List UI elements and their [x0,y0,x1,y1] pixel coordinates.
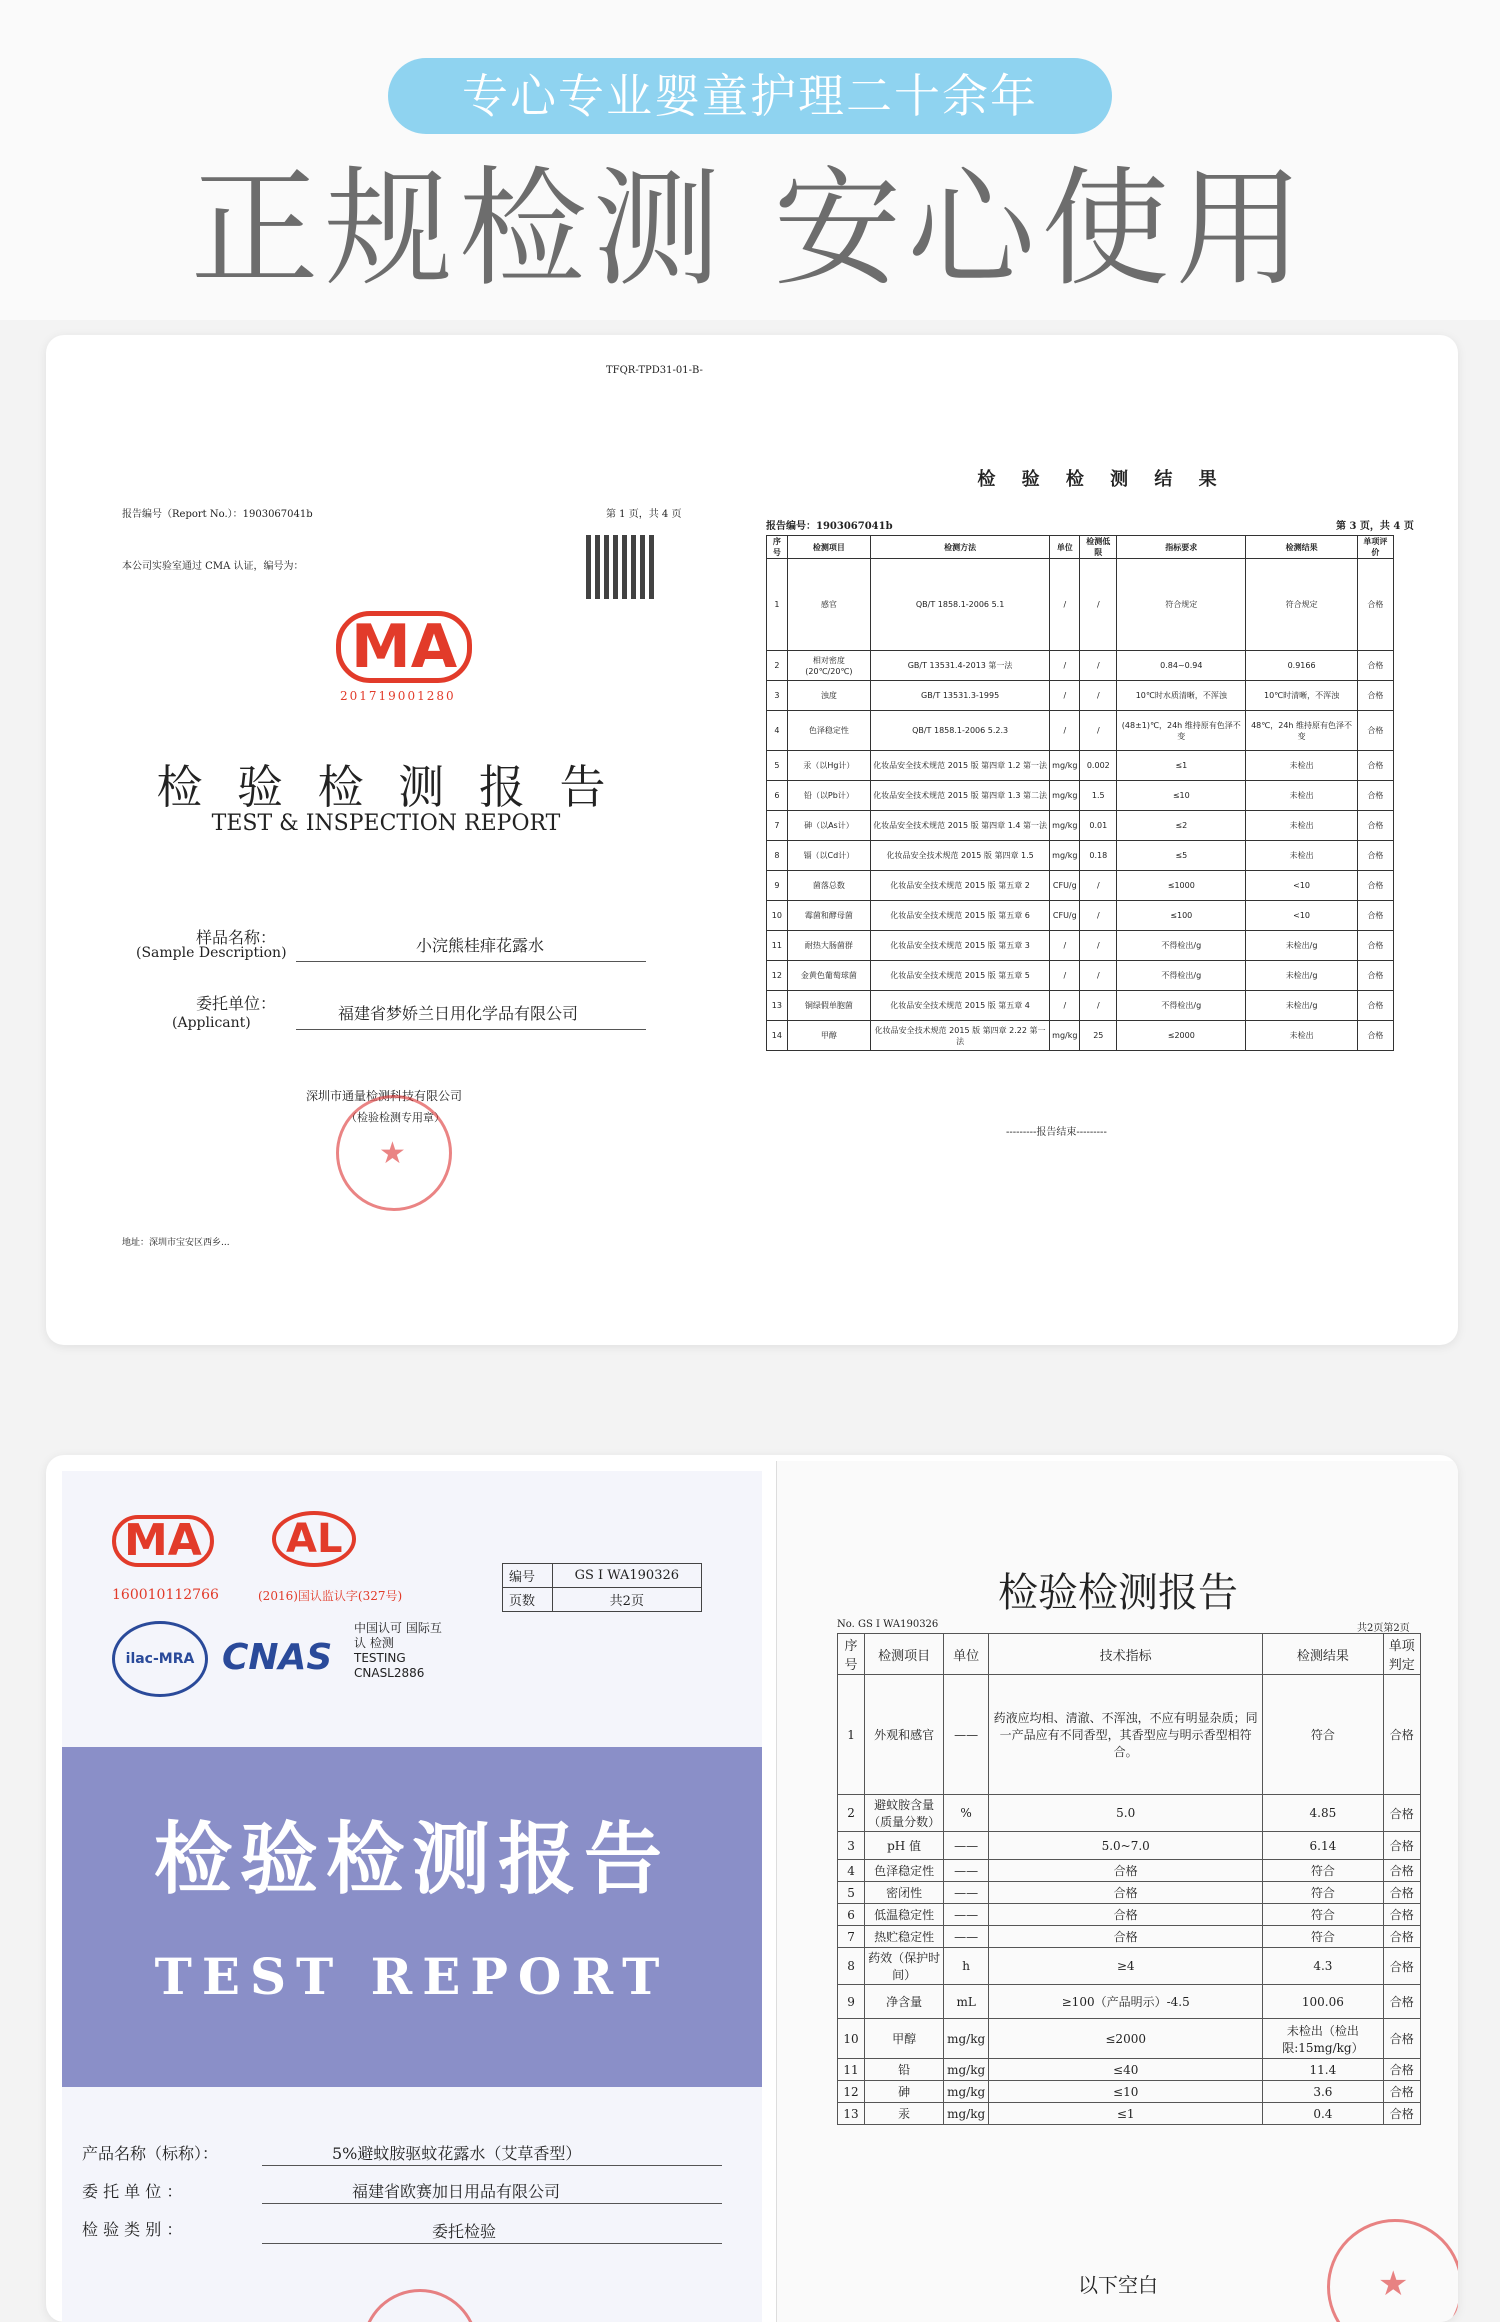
report2-right-title: 检验检测报告 [998,1570,1238,1616]
table-cell: GB/T 13531.4-2013 第一法 [871,651,1050,681]
table-cell: 6 [767,781,788,811]
table-cell: 未检出 [1246,811,1357,841]
table-cell: 净含量 [865,1985,944,2019]
table-cell: mg/kg [1050,811,1080,841]
report-card-1 [46,335,1458,1345]
table-row [838,1860,1421,1882]
report2-header-cell: 序号 [838,1634,865,1675]
table-cell: / [1050,931,1080,961]
table-row [767,811,1394,841]
table-cell: 合格 [989,1882,1263,1904]
table-cell: / [1080,651,1117,681]
table-cell: 4.85 [1263,1795,1383,1832]
table-cell: 7 [767,811,788,841]
table-cell: / [1080,961,1117,991]
results-table [766,535,1394,1051]
report1-header-cell: 指标要求 [1117,536,1246,559]
table-cell: 色泽稳定性 [787,711,870,751]
table-cell: ≥100（产品明示）-4.5 [989,1985,1263,2019]
table-cell: / [1080,871,1117,901]
table-cell: / [1050,559,1080,651]
table-cell: 化妆品安全技术规范 2015 版 第五章 3 [871,931,1050,961]
pages-label: 页数 [503,1588,553,1612]
table-cell: 符合 [1263,1860,1383,1882]
report-no: 报告编号（Report No.）：1903067041b [122,509,313,520]
table-cell: 药液应均相、清澈、不浑浊，不应有明显杂质；同一产品应有不同香型，其香型应与明示香型相符合。 [989,1675,1263,1795]
report1-title-cn: 检 验 检 测 报 告 [156,760,616,814]
table-cell: 0.002 [1080,751,1117,781]
table-cell: ≤2 [1117,811,1246,841]
type-value: 委托检验 [432,2222,497,2241]
table-cell: 11.4 [1263,2059,1383,2081]
red-seal-icon-2 [362,2289,478,2322]
table-cell: / [1080,991,1117,1021]
table-cell: 合格 [1383,1860,1420,1882]
table-cell: 2 [838,1795,865,1832]
table-row [767,991,1394,1021]
report1-header-cell: 检测项目 [787,536,870,559]
table-cell: 未检出 [1246,841,1357,871]
red-seal-icon-3 [1327,2219,1458,2322]
table-cell: 浊度 [787,681,870,711]
table-row [838,1948,1421,1985]
table-cell: 5.0 [989,1795,1263,1832]
cnas-logo: CNAS [222,1637,333,1678]
table-cell: 合格 [1357,931,1393,961]
table-cell: 1 [838,1675,865,1795]
table-cell: 8 [838,1948,865,1985]
report2-header-cell: 单位 [944,1634,989,1675]
page-number: 第 1 页，共 4 页 [606,509,682,520]
results-report-no: 报告编号：1903067041b [766,521,893,532]
table-row [767,711,1394,751]
sample-underline [296,961,646,962]
table-row [767,681,1394,711]
applicant-label-en: (Applicant) [172,1015,251,1031]
table-cell: 合格 [1383,1948,1420,1985]
end-mark: ---------报告结束--------- [1006,1127,1107,1138]
table-cell: 未检出（检出限:15mg/kg） [1263,2019,1383,2059]
table-cell: QB/T 1858.1-2006 5.2.3 [871,711,1050,751]
table-cell: 热贮稳定性 [865,1926,944,1948]
table-cell: 合格 [1357,991,1393,1021]
table-cell: / [1050,961,1080,991]
type-label: 检 验 类 别 ： [82,2220,183,2239]
code-value: GS I WA190326 [552,1564,701,1588]
table-cell: 化妆品安全技术规范 2015 版 第五章 6 [871,901,1050,931]
table-cell: 未检出 [1246,781,1357,811]
table-cell: 25 [1080,1021,1117,1051]
table-cell: ≤5 [1117,841,1246,871]
table-cell: 7 [838,1926,865,1948]
report2-results [776,1461,1458,2322]
table-cell: 合格 [989,1860,1263,1882]
table-cell: / [1050,711,1080,751]
table-cell: mL [944,1985,989,2019]
applicant-label: 委托单位： [196,994,277,1013]
table-cell: 符合 [1263,1904,1383,1926]
table-cell: 合格 [1357,841,1393,871]
results-page: 第 3 页，共 4 页 [1336,521,1414,532]
report2-header-cell: 检测结果 [1263,1634,1383,1675]
table-row [767,961,1394,991]
table-cell: 0.4 [1263,2103,1383,2125]
table-row [838,1795,1421,1832]
table-cell: <10 [1246,901,1357,931]
table-row [767,751,1394,781]
results-title: 检 验 检 测 结 果 [977,469,1227,490]
table-cell: 化妆品安全技术规范 2015 版 第四章 1.3 第二法 [871,781,1050,811]
table-cell: 5.0~7.0 [989,1832,1263,1860]
table-cell: 甲醇 [787,1021,870,1051]
star-icon: ★ [379,1136,406,1171]
table-cell: mg/kg [944,2103,989,2125]
table-row [838,1904,1421,1926]
table-cell: 汞 [865,2103,944,2125]
cal-logo: AL [272,1511,356,1567]
table-cell: 外观和感官 [865,1675,944,1795]
red-seal-icon [336,1095,452,1211]
table-cell: pH 值 [865,1832,944,1860]
table-cell: (48±1)℃，24h 维持原有色泽不变 [1117,711,1246,751]
table-cell: 化妆品安全技术规范 2015 版 第五章 2 [871,871,1050,901]
table-cell: 合格 [1383,1675,1420,1795]
table-cell: mg/kg [1050,781,1080,811]
header-area [0,0,1500,320]
table-cell: 未检出 [1246,751,1357,781]
table-cell: / [1080,901,1117,931]
table-cell: h [944,1948,989,1985]
table-cell: 低温稳定性 [865,1904,944,1926]
table-cell: 合格 [1383,2081,1420,2103]
report1-header-cell: 检测方法 [871,536,1050,559]
table-cell: 合格 [1383,2103,1420,2125]
results-table-2 [837,1633,1421,2125]
test-company: 深圳市通量检测科技有限公司 [306,1089,463,1103]
table-cell: —— [944,1832,989,1860]
table-cell: 9 [838,1985,865,2019]
table-cell: 6 [838,1904,865,1926]
applicant-underline [296,1029,646,1030]
table-cell: / [1080,711,1117,751]
table-cell: 符合 [1263,1675,1383,1795]
sample-value: 小浣熊桂痱花露水 [416,936,545,955]
table-cell: 铅 [865,2059,944,2081]
table-cell: 合格 [1357,651,1393,681]
table-cell: 11 [838,2059,865,2081]
table-cell: 化妆品安全技术规范 2015 版 第四章 1.5 [871,841,1050,871]
table-cell: 不得检出/g [1117,961,1246,991]
qr-code-icon [586,535,656,599]
table-row [767,871,1394,901]
table-cell: 合格 [1357,1021,1393,1051]
product-underline [262,2165,722,2166]
report2-title-cn: 检验检测报告 [153,1815,670,1905]
table-cell: <10 [1246,871,1357,901]
cma-logo: MA [336,611,472,683]
table-cell: / [1050,651,1080,681]
table-cell: 0.84~0.94 [1117,651,1246,681]
product-label: 产品名称（标称）： [82,2144,219,2163]
table-cell: 合格 [1357,781,1393,811]
table-cell: ≤1 [1117,751,1246,781]
table-cell: 13 [838,2103,865,2125]
table-cell: mg/kg [1050,751,1080,781]
table-cell: 合格 [989,1904,1263,1926]
table-cell: 镉（以Cd计） [787,841,870,871]
table-cell: 100.06 [1263,1985,1383,2019]
table-cell: 耐热大肠菌群 [787,931,870,961]
type-underline [262,2243,722,2244]
table-cell: 密闭性 [865,1882,944,1904]
table-row [838,1926,1421,1948]
table-cell: 相对密度(20℃/20℃) [787,651,870,681]
table-cell: CFU/g [1050,901,1080,931]
table-cell: 合格 [1383,1985,1420,2019]
table-cell: 合格 [1357,711,1393,751]
table-cell: ≤1000 [1117,871,1246,901]
table-cell: 砷（以As计） [787,811,870,841]
table-cell: 10℃时水质清晰，不浑浊 [1117,681,1246,711]
report1-header-cell: 序号 [767,536,788,559]
product-value: 5%避蚊胺驱蚊花露水（艾草香型） [332,2144,582,2163]
table-cell: 避蚊胺含量（质量分数） [865,1795,944,1832]
ilac-logo: ilac-MRA [112,1621,208,1697]
table-row [767,841,1394,871]
table-cell: CFU/g [1050,871,1080,901]
table-cell: 金黄色葡萄球菌 [787,961,870,991]
headline: 正规检测 安心使用 [190,155,1310,304]
table-row [838,2019,1421,2059]
report1-results [746,335,1458,1345]
table-cell: 未检出 [1246,1021,1357,1051]
table-cell: —— [944,1926,989,1948]
table-cell: 合格 [1357,961,1393,991]
table-row [838,1832,1421,1860]
table-cell: mg/kg [1050,841,1080,871]
table-cell: ≥4 [989,1948,1263,1985]
report1-cover [46,335,726,1345]
cma-number-2: 160010112766 [112,1587,219,1603]
table-row [838,1882,1421,1904]
cma-line: 本公司实验室通过 CMA 认证，编号为： [122,561,304,572]
report1-header-cell: 单项评价 [1357,536,1393,559]
table-cell: 未检出/g [1246,931,1357,961]
client-underline [262,2203,722,2204]
table-cell: 13 [767,991,788,1021]
seal-label: （检验检测专用章） [346,1111,445,1124]
table-cell: 合格 [1383,1904,1420,1926]
table-cell: ≤10 [989,2081,1263,2103]
table-cell: 汞（以Hg计） [787,751,870,781]
table-cell: 4 [838,1860,865,1882]
report1-header-cell: 检测低限 [1080,536,1117,559]
table-cell: 4 [767,711,788,751]
table-cell: 菌落总数 [787,871,870,901]
table-cell: 12 [767,961,788,991]
table-cell: —— [944,1675,989,1795]
code-label: 编号 [503,1564,553,1588]
table-cell: ≤10 [1117,781,1246,811]
table-cell: / [1080,681,1117,711]
table-cell: 符合 [1263,1882,1383,1904]
table-cell: 1.5 [1080,781,1117,811]
table-cell: 10 [838,2019,865,2059]
table-cell: 合格 [1383,1882,1420,1904]
table-row [767,1021,1394,1051]
table-cell: 0.9166 [1246,651,1357,681]
cma-logo-2: MA [112,1515,214,1567]
table-cell: 合格 [1357,901,1393,931]
table-row [838,1985,1421,2019]
applicant-value: 福建省梦娇兰日用化学品有限公司 [338,1004,579,1023]
table-cell: mg/kg [944,2059,989,2081]
table-cell: 铅（以Pb计） [787,781,870,811]
table-cell: 合格 [1357,811,1393,841]
table-cell: 12 [838,2081,865,2103]
tagline-pill: 专心专业婴童护理二十余年 [388,58,1112,134]
table-cell: 不得检出/g [1117,931,1246,961]
table-cell: —— [944,1904,989,1926]
report2-title-en: TEST REPORT [154,1947,670,2006]
table-cell: 14 [767,1021,788,1051]
table-row [838,2103,1421,2125]
table-cell: 3 [767,681,788,711]
table-cell: 6.14 [1263,1832,1383,1860]
table-cell: mg/kg [1050,1021,1080,1051]
report1-title-en: TEST & INSPECTION REPORT [211,811,561,836]
table-row [838,1675,1421,1795]
table-cell: 0.18 [1080,841,1117,871]
table-cell: 合格 [1383,1795,1420,1832]
table-cell: 5 [838,1882,865,1904]
table-cell: ≤1 [989,2103,1263,2125]
table-cell: 甲醇 [865,2019,944,2059]
table-cell: 合格 [1357,681,1393,711]
table-cell: 2 [767,651,788,681]
table-cell: 符合规定 [1117,559,1246,651]
table-cell: / [1050,681,1080,711]
table-row [767,931,1394,961]
table-cell: 化妆品安全技术规范 2015 版 第四章 2.22 第一法 [871,1021,1050,1051]
cal-number: (2016)国认监认字(327号) [258,1589,403,1603]
pages-value: 共2页 [552,1588,701,1612]
table-cell: 化妆品安全技术规范 2015 版 第四章 1.2 第一法 [871,751,1050,781]
cma-number: 201719001280 [340,689,456,703]
table-cell: 0.01 [1080,811,1117,841]
table-cell: 9 [767,871,788,901]
table-cell: ≤40 [989,2059,1263,2081]
table-cell: 10℃时清晰，不浑浊 [1246,681,1357,711]
table-row [767,781,1394,811]
report2-right-no: No. GS I WA190326 [837,1619,939,1630]
table-row [767,901,1394,931]
report2-header-cell: 技术指标 [989,1634,1263,1675]
table-cell: 化妆品安全技术规范 2015 版 第五章 5 [871,961,1050,991]
table-cell: % [944,1795,989,1832]
table-cell: 符合 [1263,1926,1383,1948]
table-cell: 霉菌和酵母菌 [787,901,870,931]
table-cell: —— [944,1860,989,1882]
table-cell: mg/kg [944,2019,989,2059]
title-band [62,1747,762,2087]
table-cell: —— [944,1882,989,1904]
table-row [767,559,1394,651]
report-card-2 [46,1455,1458,2322]
table-cell: 3 [838,1832,865,1860]
table-cell: 铜绿假单胞菌 [787,991,870,1021]
table-cell: 合格 [1357,559,1393,651]
table-cell: 合格 [1383,2019,1420,2059]
table-cell: ≤100 [1117,901,1246,931]
table-cell: 8 [767,841,788,871]
report2-cover [62,1471,762,2322]
table-cell: ≤2000 [989,2019,1263,2059]
report2-header-cell: 单项判定 [1383,1634,1420,1675]
sample-label-en: (Sample Description) [136,945,287,961]
table-cell: 合格 [1383,1926,1420,1948]
table-cell: 药效（保护时间） [865,1948,944,1985]
table-cell: 3.6 [1263,2081,1383,2103]
report1-header-cell: 检测结果 [1246,536,1357,559]
table-row [767,651,1394,681]
table-cell: 未检出/g [1246,961,1357,991]
cnas-desc: 中国认可 国际互认 检测 TESTING CNASL2886 [354,1621,442,1680]
table-cell: ≤2000 [1117,1021,1246,1051]
table-cell: 48℃，24h 维持原有色泽不变 [1246,711,1357,751]
client-value: 福建省欧赛加日用品有限公司 [352,2182,561,2201]
address-text: 地址：深圳市宝安区西乡... [122,1238,230,1248]
report2-header-cell: 检测项目 [865,1634,944,1675]
table-cell: 合格 [989,1926,1263,1948]
report2-right-page: 共2页第2页 [1357,1623,1410,1634]
table-cell: 合格 [1357,871,1393,901]
table-cell: / [1080,559,1117,651]
table-cell: 色泽稳定性 [865,1860,944,1882]
table-cell: 5 [767,751,788,781]
table-cell: / [1080,931,1117,961]
table-row [838,2081,1421,2103]
table-cell: 合格 [1357,751,1393,781]
table-cell: 未检出/g [1246,991,1357,1021]
table-cell: mg/kg [944,2081,989,2103]
form-code: TFQR-TPD31-01-B- [606,365,703,376]
table-cell: 11 [767,931,788,961]
report1-header-cell: 单位 [1050,536,1080,559]
star-icon-2: ★ [1378,2264,1409,2304]
table-cell: 符合规定 [1246,559,1357,651]
table-cell: / [1050,991,1080,1021]
table-cell: 化妆品安全技术规范 2015 版 第四章 1.4 第一法 [871,811,1050,841]
table-cell: 砷 [865,2081,944,2103]
client-label: 委 托 单 位 ： [82,2182,183,2201]
table-cell: 4.3 [1263,1948,1383,1985]
table-row [838,2059,1421,2081]
table-cell: 合格 [1383,1832,1420,1860]
table-cell: 合格 [1383,2059,1420,2081]
table-cell: GB/T 13531.3-1995 [871,681,1050,711]
table-cell: QB/T 1858.1-2006 5.1 [871,559,1050,651]
table-cell: 1 [767,559,788,651]
table-cell: 不得检出/g [1117,991,1246,1021]
code-box [502,1563,702,1612]
table-cell: 10 [767,901,788,931]
table-cell: 化妆品安全技术规范 2015 版 第五章 4 [871,991,1050,1021]
sample-label: 样品名称： [196,928,277,947]
blank-note: 以下空白 [1078,2273,1158,2297]
table-cell: 感官 [787,559,870,651]
